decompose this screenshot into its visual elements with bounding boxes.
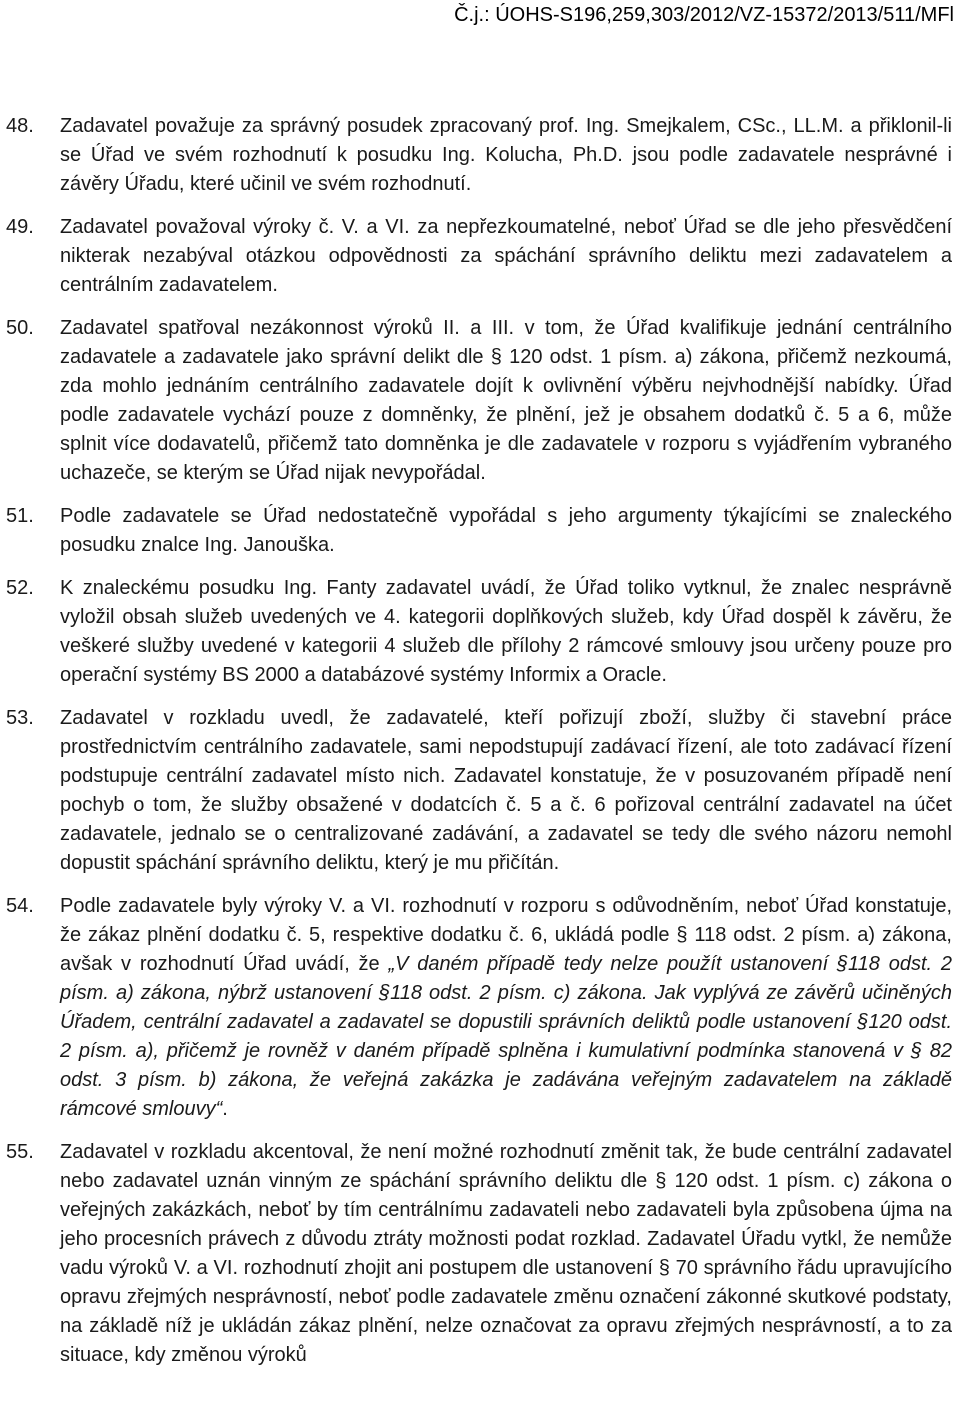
paragraph-54 [0,892,960,1124]
paragraph-text: Zadavatel považoval výroky č. V. a VI. za nepřezkoumatelné, neboť Úřad se dle jeho přesvědčení nikterak nezabýval otázkou odpovědnosti za spáchání správního deliktu mezi zadavatelem a centrálním zadavatelem. [60,216,952,296]
paragraph-51 [0,502,960,560]
paragraph-text: K znaleckému posudku Ing. Fanty zadavatel uvádí, že Úřad toliko vytknul, že znalec nesprávně vyložil obsah služeb uvedených ve 4. kategorii doplňkových služeb, kdy Úřad dospěl k závěru, že veškeré služby uvedené v kategorii 4 služeb dle přílohy 2 rámcové smlouvy jsou určeny pouze pro operační systémy BS 2000 a databázové systémy Informix a Oracle. [60,577,952,686]
paragraph-53 [0,704,960,878]
paragraph-50 [0,314,960,488]
document-reference: Č.j.: ÚOHS-S196,259,303/2012/VZ-15372/2013/511/MFl [454,4,954,26]
paragraph-number: 55. [6,1141,34,1163]
paragraph-text: Zadavatel v rozkladu akcentoval, že není možné rozhodnutí změnit tak, že bude centrální zadavatel nebo zadavatel uznán vinným ze spáchání správního deliktu dle § 120 odst. 1 písm. c) zákona o veřejných zakázkách, neboť by tím centrálnímu zadavateli nebo zadavateli byla způsobena újma na jeho procesních právech z důvodu ztráty možnosti podat rozklad. Zadavatel Úřadu vytkl, že nemůže vadu výroků V. a VI. rozhodnutí zhojit ani postupem dle ustanovení § 70 správního řádu upravujícího opravu zřejmých nesprávností, neboť podle zadavatele změnu označení zákonné skutkové podstaty, na základě níž je ukládán zákaz plnění, nelze označovat za opravu zřejmých nesprávností, a to za situace, kdy změnou výroků [60,1141,952,1366]
paragraph-text-tail: . [222,1098,228,1120]
paragraph-text: Zadavatel spatřoval nezákonnost výroků II. a III. v tom, že Úřad kvalifikuje jednání centrálního zadavatele a zadavatele jako správní delikt dle § 120 odst. 1 písm. a) zákona, přičemž nezkoumá, zda mohlo jednáním centrálního zadavatele dojít k ovlivnění výběru nejvhodnější nabídky. Úřad podle zadavatele vychází pouze z domněnky, že plnění, jež je obsahem dodatků č. 5 a 6, může splnit více dodavatelů, přičemž tato domněnka je dle zadavatele v rozporu s vyjádřením vybraného uchazeče, se kterým se Úřad nijak nevypořádal. [60,317,952,484]
paragraph-52 [0,574,960,690]
quoted-decision-text: „V daném případě tedy nelze použít ustanovení §118 odst. 2 písm. a) zákona, nýbrž ustanovení §118 odst. 2 písm. c) zákona. Jak vyplývá ze závěrů učiněných Úřadem, centrální zadavatel a zadavatel se dopustili správních deliktů podle ustanovení §120 odst. 2 písm. a), přičemž je rovněž v daném případě splněna i kumulativní podmínka stanovená v § 82 odst. 3 písm. b) zákona, že veřejná zakázka je zadávána veřejným zadavatelem na základě rámcové smlouvy“ [60,953,952,1120]
paragraph-49 [0,213,960,300]
paragraph-55 [0,1138,960,1370]
paragraph-text: Zadavatel považuje za správný posudek zpracovaný prof. Ing. Smejkalem, CSc., LL.M. a přiklonil-li se Úřad ve svém rozhodnutí k posudku Ing. Kolucha, Ph.D. jsou podle zadavatele nesprávné i závěry Úřadu, které učinil ve svém rozhodnutí. [60,115,952,195]
paragraph-text [60,892,952,1124]
paragraph-number: 52. [6,577,34,599]
paragraph-number: 48. [6,115,34,137]
paragraph-text-lead: Podle zadavatele byly výroky V. a VI. rozhodnutí v rozporu s odůvodněním, neboť Úřad konstatuje, že zákaz plnění dodatku č. 5, respektive dodatku č. 6, ukládá podle § 118 odst. 2 písm. a) zákona, avšak v rozhodnutí Úřad uvádí, že [60,895,952,975]
paragraph-48 [0,112,960,199]
paragraph-number: 54. [6,895,34,917]
paragraph-number: 50. [6,317,34,339]
paragraph-number: 49. [6,216,34,238]
paragraph-number: 51. [6,505,34,527]
paragraph-number: 53. [6,707,34,729]
paragraph-text: Podle zadavatele se Úřad nedostatečně vypořádal s jeho argumenty týkajícími se znaleckého posudku znalce Ing. Janouška. [60,505,952,556]
document-body [0,112,960,1384]
paragraph-text: Zadavatel v rozkladu uvedl, že zadavatelé, kteří pořizují zboží, služby či stavební práce prostřednictvím centrálního zadavatele, sami nepodstupují zadávací řízení, ale toto zadávací řízení podstupuje centrální zadavatel místo nich. Zadavatel konstatuje, že v posuzovaném případě není pochyb o tom, že služby obsažené v dodatcích č. 5 a č. 6 pořizoval centrální zadavatel na účet zadavatele, jednalo se o centralizované zadávání, a zadavatel se tedy dle svého názoru nemohl dopustit spáchání správního deliktu, který je mu přičítán. [60,707,952,874]
